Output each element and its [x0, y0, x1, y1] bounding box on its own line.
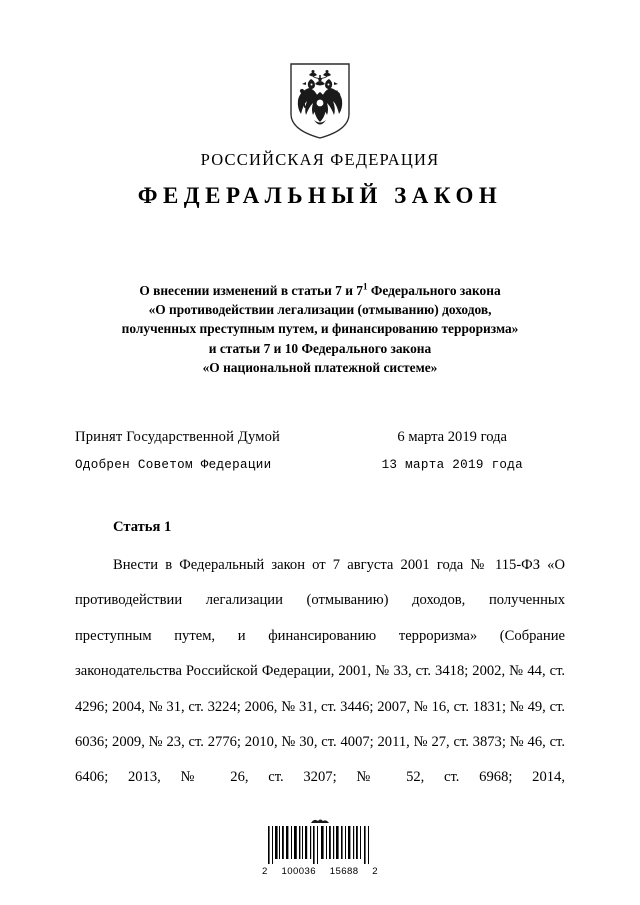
- russian-coat-of-arms-icon: [289, 62, 351, 140]
- emblem-container: [0, 62, 640, 140]
- adoption-row-duma: [75, 429, 565, 446]
- article-heading: Статья 1: [113, 519, 172, 535]
- barcode-icon: [266, 826, 374, 864]
- council-label: Одобрен Советом Федерации: [75, 458, 272, 472]
- country-heading: РОССИЙСКАЯ ФЕДЕРАЦИЯ: [200, 150, 440, 169]
- law-title-line-1: О внесении изменений в статьи 7 и $7^1$ Федерального закона: [139, 281, 501, 298]
- law-title-line-2: «О противодействии легализации (отмыванию) доходов,: [148, 302, 492, 318]
- superscript-one: 1: [362, 281, 368, 292]
- council-date: 13 марта 2019 года: [381, 458, 523, 472]
- law-title: [62, 281, 578, 377]
- barcode-digit-left: 2: [262, 866, 268, 877]
- document-type-heading: ФЕДЕРАЛЬНЫЙ ЗАКОН: [137, 183, 503, 208]
- barcode-digit-group-2: 15688: [329, 866, 359, 877]
- barcode-digit-right: 2: [372, 866, 378, 877]
- article-body: [75, 548, 565, 831]
- barcode-digit-group-1: 100036: [281, 866, 316, 877]
- adoption-row-council: [75, 458, 565, 472]
- barcode-block: [0, 817, 640, 877]
- law-title-line-5: «О национальной платежной системе»: [202, 359, 438, 375]
- duma-label: Принят Государственной Думой: [75, 429, 280, 445]
- duma-date: 6 марта 2019 года: [397, 429, 507, 445]
- body-paragraph: Внести в Федеральный закон от 7 августа 2001 года № 115-ФЗ «О противодействии легализации (отмыванию) доходов, полученных преступным путем, и финансированию терроризма» (Собрание законодательства Российской Федерации, 2001, № 33, ст. 3418; 2002, № 44, ст. 4296; 2004, № 31, ст. 3224; 2006, № 31, ст. 3446; 2007, № 16, ст. 1831; № 49, ст. 6036; 2009, № 23, ст. 2776; 2010, № 30, ст. 4007; 2011, № 27, ст. 3873; № 46, ст. 6406; 2013, № 26, ст. 3207; № 52, ст. 6968; 2014,: [75, 557, 565, 786]
- law-title-line-4: и статьи 7 и 10 Федерального закона: [208, 340, 432, 356]
- law-title-line-3: полученных преступным путем, и финансированию терроризма»: [121, 321, 519, 337]
- barcode-digits: [261, 866, 379, 877]
- barcode-top-mark-icon: [309, 817, 331, 825]
